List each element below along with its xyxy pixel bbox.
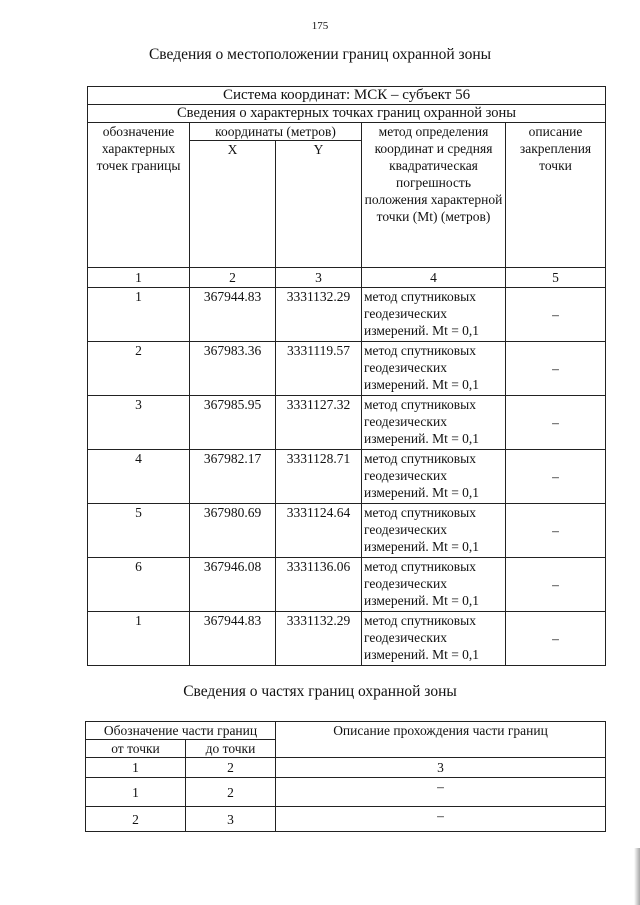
table-row (88, 612, 606, 666)
scan-edge-shadow (634, 848, 640, 905)
coordinate-y: 3331119.57 (276, 342, 362, 396)
header-description: Описание прохождения части границ (276, 722, 606, 758)
fixing-description: – (506, 504, 606, 558)
method-description: метод спутниковых геодезических измерений. Mt = 0,1 (362, 504, 506, 558)
section-title-boundaries: Сведения о местоположении границ охранной зоны (148, 46, 492, 63)
part-description: – (276, 807, 606, 832)
table-row (86, 778, 606, 807)
coordinate-system-header: Система координат: МСК – субъект 56 (88, 87, 606, 105)
coordinate-x: 367944.83 (190, 288, 276, 342)
table-row (88, 558, 606, 612)
method-description: метод спутниковых геодезических измерений. Mt = 0,1 (362, 450, 506, 504)
method-description: метод спутниковых геодезических измерений. Mt = 0,1 (362, 558, 506, 612)
point-number: 1 (88, 288, 190, 342)
column-number: 1 (88, 268, 190, 288)
page-number: 175 (311, 20, 329, 32)
column-number: 2 (190, 268, 276, 288)
point-number: 5 (88, 504, 190, 558)
coordinate-y: 3331132.29 (276, 612, 362, 666)
header-from-point: от точки (86, 740, 186, 758)
column-number: 2 (186, 758, 276, 778)
fixing-description: – (506, 288, 606, 342)
column-number: 1 (86, 758, 186, 778)
coordinate-y: 3331127.32 (276, 396, 362, 450)
section-title-parts: Сведения о частях границ охранной зоны (183, 683, 457, 700)
header-y: Y (276, 141, 362, 268)
coordinate-y: 3331132.29 (276, 288, 362, 342)
table-row (88, 288, 606, 342)
coordinate-x: 367983.36 (190, 342, 276, 396)
point-number: 1 (88, 612, 190, 666)
header-x: X (190, 141, 276, 268)
header-coordinates: координаты (метров) (190, 123, 362, 141)
method-description: метод спутниковых геодезических измерений. Mt = 0,1 (362, 396, 506, 450)
table-row (88, 504, 606, 558)
coordinate-x: 367944.83 (190, 612, 276, 666)
column-number: 3 (276, 758, 606, 778)
points-info-header: Сведения о характерных точках границ охранной зоны (88, 105, 606, 123)
point-number: 3 (88, 396, 190, 450)
coordinate-y: 3331136.06 (276, 558, 362, 612)
boundary-parts-table (85, 721, 606, 832)
part-description: – (276, 778, 606, 807)
coordinate-x: 367946.08 (190, 558, 276, 612)
header-designation: обозначение характерных точек границы (88, 123, 190, 268)
header-method: метод определения координат и средняя квадратическая погрешность положения характерной точки (Mt) (метров) (362, 123, 506, 268)
coordinate-x: 367985.95 (190, 396, 276, 450)
from-point: 1 (86, 778, 186, 807)
point-number: 6 (88, 558, 190, 612)
table-row (88, 342, 606, 396)
from-point: 2 (86, 807, 186, 832)
column-number: 5 (506, 268, 606, 288)
fixing-description: – (506, 558, 606, 612)
column-number: 4 (362, 268, 506, 288)
header-fixing: описание закрепления точки (506, 123, 606, 268)
method-description: метод спутниковых геодезических измерений. Mt = 0,1 (362, 342, 506, 396)
table-row (88, 396, 606, 450)
method-description: метод спутниковых геодезических измерений. Mt = 0,1 (362, 612, 506, 666)
fixing-description: – (506, 342, 606, 396)
point-number: 2 (88, 342, 190, 396)
column-number: 3 (276, 268, 362, 288)
to-point: 3 (186, 807, 276, 832)
fixing-description: – (506, 396, 606, 450)
method-description: метод спутниковых геодезических измерений. Mt = 0,1 (362, 288, 506, 342)
fixing-description: – (506, 450, 606, 504)
fixing-description: – (506, 612, 606, 666)
coordinate-y: 3331124.64 (276, 504, 362, 558)
point-number: 4 (88, 450, 190, 504)
boundary-points-table (87, 86, 606, 666)
header-part-designation: Обозначение части границ (86, 722, 276, 740)
table-row (86, 807, 606, 832)
coordinate-x: 367982.17 (190, 450, 276, 504)
to-point: 2 (186, 778, 276, 807)
coordinate-x: 367980.69 (190, 504, 276, 558)
table-row (88, 450, 606, 504)
coordinate-y: 3331128.71 (276, 450, 362, 504)
header-to-point: до точки (186, 740, 276, 758)
